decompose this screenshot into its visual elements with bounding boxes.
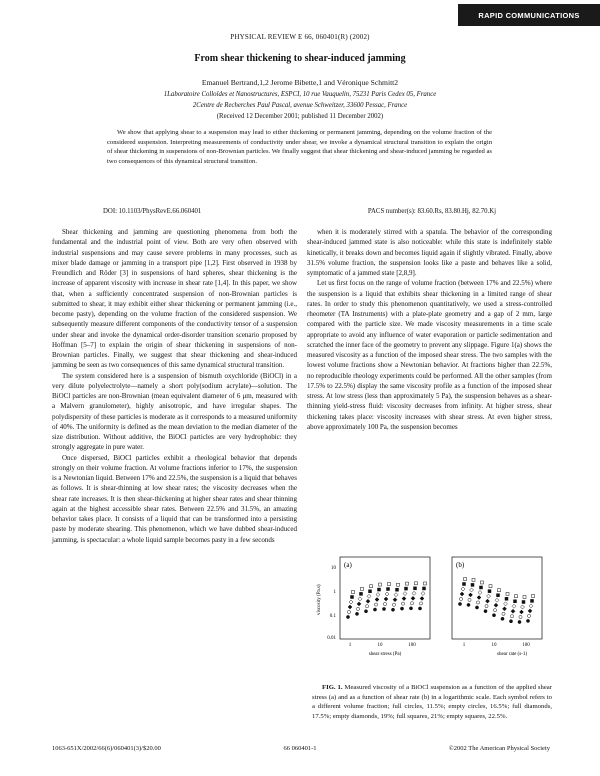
data-marker <box>401 602 404 605</box>
data-marker <box>476 601 479 604</box>
data-marker <box>351 596 354 599</box>
data-marker <box>510 615 513 618</box>
data-marker <box>414 587 417 590</box>
data-marker <box>424 582 427 585</box>
authors: Emanuel Bertrand,1,2 Jerome Bibette,1 and Véronique Schmitt2 <box>201 78 399 87</box>
data-marker <box>348 605 352 609</box>
data-marker <box>488 590 491 593</box>
data-marker <box>355 612 358 615</box>
data-marker <box>509 620 512 623</box>
rapid-communications-banner: RAPID COMMUNICATIONS <box>458 4 600 26</box>
data-marker <box>364 610 367 613</box>
data-marker <box>409 607 412 610</box>
x-tick: 10 <box>491 643 497 648</box>
data-marker <box>410 602 413 605</box>
right-column <box>307 227 552 432</box>
data-marker <box>529 604 533 608</box>
data-marker <box>511 609 515 613</box>
panel-a-markers <box>346 582 426 619</box>
data-marker <box>503 607 507 611</box>
doi[interactable]: DOI: 10.1103/PhysRevE.66.060401 <box>103 208 202 215</box>
data-marker <box>400 607 403 610</box>
data-marker <box>460 592 464 596</box>
data-marker <box>418 607 421 610</box>
data-marker <box>461 587 465 591</box>
data-marker <box>506 592 509 595</box>
data-marker <box>515 595 518 598</box>
data-marker <box>512 604 516 608</box>
panel-b-markers <box>458 578 534 624</box>
data-marker <box>349 600 353 604</box>
data-marker <box>487 594 491 598</box>
data-marker <box>379 583 382 586</box>
data-marker <box>374 603 377 606</box>
data-marker <box>469 593 473 597</box>
data-marker <box>478 590 482 594</box>
data-marker <box>519 615 522 618</box>
pacs-numbers: PACS number(s): 83.60.Rs, 83.80.Hj, 82.70.Kj <box>367 208 496 215</box>
data-marker <box>403 592 407 596</box>
data-marker <box>520 610 524 614</box>
panel-a-label: (a) <box>344 561 352 569</box>
y-axis-label: viscosity (Pa.s) <box>317 584 322 615</box>
data-marker <box>415 582 418 585</box>
data-marker <box>498 589 501 592</box>
data-marker <box>497 594 500 597</box>
data-marker <box>367 594 371 598</box>
data-marker <box>489 585 492 588</box>
x-tick: 100 <box>522 643 530 648</box>
data-marker <box>531 599 534 602</box>
footer-issn: 1063-651X/2002/66(6)/060401(3)/$20.00 <box>52 745 161 752</box>
data-marker <box>458 602 461 605</box>
x-tick: 100 <box>408 643 416 648</box>
data-marker <box>347 610 350 613</box>
data-marker <box>481 581 484 584</box>
footer-copyright: ©2002 The American Physical Society <box>448 745 550 752</box>
data-marker <box>467 603 470 606</box>
data-marker <box>527 614 530 617</box>
data-marker <box>352 591 355 594</box>
data-marker <box>388 583 391 586</box>
abstract: We show that applying shear to a suspension may lead to either thickening or permanent jamming, depending on the volume fraction of the considered suspension. Interpreting measurements of conductivity under shear, we invoke a dynamical structural transition to explain the origin of shear thickening in suspensions of non-Brownian particles. We finally suggest that shear thickening and shear-induced jamming be regarded as two consequences of this dynamical structural transition. <box>107 129 492 166</box>
data-marker <box>358 597 362 601</box>
data-marker <box>346 615 349 618</box>
paragraph: The system considered here is a suspension of bismuth oxychloride (BiOCl) in a very dilute polyelectrolyte—namely a short poly(sodium acrylate)—solution. The BiOCl particles are non-Brownian (mean equivalent diameter of 6 μm, measured with a Malvern granulometer), highly anisotropic, and have irregular shapes. The polydispersity of these particles is moderate as it corresponds to a measured uniformity of 40%. The uniformity is defined as the mean deviation to the median diameter of the size distribution. Without additive, the BiOCl particles are very hydrophobic: they strongly aggregate in pure water. <box>52 371 297 452</box>
data-marker <box>423 587 426 590</box>
data-marker <box>472 578 475 581</box>
figure-1 <box>312 555 552 660</box>
data-marker <box>405 587 408 590</box>
journal-line: PHYSICAL REVIEW E 66, 060401(R) (2002) <box>230 33 370 41</box>
data-marker <box>378 588 381 591</box>
data-marker <box>464 578 467 581</box>
data-marker <box>393 598 397 602</box>
data-marker <box>495 598 499 602</box>
data-marker <box>391 608 394 611</box>
data-marker <box>505 597 508 600</box>
data-marker <box>484 610 487 613</box>
data-marker <box>402 597 406 601</box>
data-marker <box>532 594 535 597</box>
data-marker <box>493 609 496 612</box>
x-tick: 1 <box>462 643 466 648</box>
data-marker <box>356 607 359 610</box>
data-marker <box>521 605 525 609</box>
data-marker <box>360 592 363 595</box>
paragraph: when it is moderately stirred with a spatula. The behavior of the corresponding shear-induced jammed state is also noticeable: while this state is indefinitely stable kinetically, it breaks down and becomes liquid again if slightly vibrated. Finally, above 31.5% volume fraction, the suspension looks like a paste and behaves like a solid, symptomatic of a jammed state [2,8,9]. <box>307 228 552 277</box>
paper-title: From shear thickening to shear-induced jamming <box>194 53 406 64</box>
data-marker <box>382 607 385 610</box>
data-marker <box>375 598 379 602</box>
paragraph: Shear thickening and jamming are questioning phenomena from both the fundamental and the industrial point of view. Both are very often observed with industrial suspensions and may cause severe problems in many processes, such as mixer blade damage or jamming in a transport pipe [1,2]. First observed in 1938 by Freundlich and Röder [3] in suspensions of hard spheres, shear thickening is the increase of apparent viscosity with increase in shear rate [1,4]. In this paper, we show that, when a sufficiently concentrated suspension of non-Brownian particles is submitted to shear, it may exhibit either shear thickening or permanent jamming (i.e., become pasty), depending on the volume fraction of the considered suspension. We subsequently measure different components of the conductivity tensor of a suspension under shear and invoke the dynamical order-disorder transition scenario proposed by Hoffman [5–7] to explain the origin of shear thickening in suspensions of non-Brownian particles. Finally, we suggest that shear thickening and shear-induced jamming be seen as two consequences of this same dynamical structural transition. <box>52 228 297 370</box>
caption-text: Measured viscosity of a BiOCl suspension as a function of the applied shear stress (a) and as a function of shear rate (b) in a logarithmic scale. Each symbol refers to a different volume fraction; full circles, 11.5%; empty circles, 16.5%; full diamonds, 17.5%; empty diamonds, 19%; full squares, 21%; empty squares, 22.5%. <box>312 684 552 720</box>
data-marker <box>477 595 481 599</box>
paragraph: Let us first focus on the range of volume fraction (between 17% and 22.5%) where the suspension is a liquid that exhibits shear thickening in a limited range of shear rates. In order to study this phenomenon quantitatively, we used a stress-controlled rheometer (TA Instruments) with a plate-plate geometry and a gap of 2 mm, large compared with the particle size. We made viscosity measurements in a time scale appropriate to avoid any influence of water evaporation or particle sedimentation and scratched the inner face of the geometry to prevent any slippage. Figure 1(a) shows the measured viscosity as a function of the imposed shear stress. The two samples with the lowest volume fractions show a Newtonian behavior. At fractions higher than 22.5%, no reproducible rheology experiments could be performed. All the other samples (from 17.5% to 22.5%) display the same viscosity profile as a function of the imposed shear stress. At low stress (less than approximately 5 Pa), the suspension behaves as a shear-thinning yield-stress fluid: viscosity decreases from infinity. At higher stress, shear thickening takes place: viscosity increases with shear stress. At even higher stress, above approximately 100 Pa, the suspension becomes <box>307 279 552 431</box>
data-marker <box>365 605 368 608</box>
data-marker <box>523 595 526 598</box>
data-marker <box>384 597 388 601</box>
x-tick: 10 <box>377 643 383 648</box>
panel-b-label: (b) <box>456 561 465 569</box>
data-marker <box>471 583 474 586</box>
data-marker <box>392 603 395 606</box>
footer-page: 66 060401-1 <box>283 745 317 752</box>
data-marker <box>397 583 400 586</box>
data-marker <box>485 605 488 608</box>
data-marker <box>366 599 370 603</box>
data-marker <box>383 602 386 605</box>
data-marker <box>412 591 416 595</box>
y-tick: 10 <box>331 566 336 571</box>
paragraph: Once dispersed, BiOCl particles exhibit a rheological behavior that depends strongly on their volume fraction. At volume fractions inferior to 17%, the suspension is a Newtonian liquid. Between 17% and 22.5%, the suspension is a liquid that behaves as follows. It is shear-thinning at low shear rates; the viscosity decreases when the shear rate increases. It is then shear-thickening at higher shear rates and shear thinning again at the highest accessible shear rates. Between 22.5% and 31.5%, an amazing behavior takes place. It consists of a liquid that can be transformed into a persisting paste by moderate shearing. This phenomenon, which we have dubbed shear-induced jamming, is spectacular: a whole liquid sample becomes pasty in a few seconds <box>52 453 297 544</box>
data-marker <box>468 598 471 601</box>
data-marker <box>475 606 478 609</box>
left-column <box>52 227 297 545</box>
data-marker <box>492 614 495 617</box>
x-tick: 1 <box>348 643 352 648</box>
data-marker <box>501 617 504 620</box>
data-marker <box>385 592 389 596</box>
data-marker <box>373 608 376 611</box>
y-tick: 1 <box>333 590 336 595</box>
data-marker <box>396 588 399 591</box>
data-marker <box>526 619 529 622</box>
figure-caption <box>312 683 552 721</box>
x-axis-label-b: shear rate (s-1) <box>497 652 527 657</box>
data-marker <box>421 591 425 595</box>
data-marker <box>463 583 466 586</box>
affiliation-1: 1Laboratoire Colloïdes et Nanostructures, ESPCI, 10 rue Vauquelin, 75231 Paris Cedex 05, France <box>163 91 437 98</box>
x-axis-label-a: shear stress (Pa) <box>368 652 402 657</box>
data-marker <box>370 585 373 588</box>
data-marker <box>459 597 462 600</box>
data-marker <box>369 590 372 593</box>
y-tick: 0.01 <box>327 636 336 641</box>
data-marker <box>357 602 361 606</box>
data-marker <box>470 588 474 592</box>
data-marker <box>376 593 380 597</box>
data-marker <box>480 586 483 589</box>
caption-label: FIG. 1. <box>322 684 343 691</box>
data-marker <box>522 600 525 603</box>
data-marker <box>494 603 498 607</box>
data-marker <box>394 593 398 597</box>
data-marker <box>502 612 505 615</box>
data-marker <box>361 587 364 590</box>
data-marker <box>406 582 409 585</box>
data-marker <box>420 596 424 600</box>
data-marker <box>528 609 532 613</box>
data-marker <box>504 602 508 606</box>
data-marker <box>419 602 422 605</box>
data-marker <box>518 620 521 623</box>
data-marker <box>486 599 490 603</box>
received-dates: (Received 12 December 2001; published 11 December 2002) <box>216 113 384 120</box>
y-tick: 0.1 <box>329 614 336 619</box>
data-marker <box>514 600 517 603</box>
data-marker <box>387 588 390 591</box>
data-marker <box>411 596 415 600</box>
affiliation-2: 2Centre de Recherches Paul Pascal, avenue Schweitzer, 33600 Pessac, France <box>192 102 408 109</box>
